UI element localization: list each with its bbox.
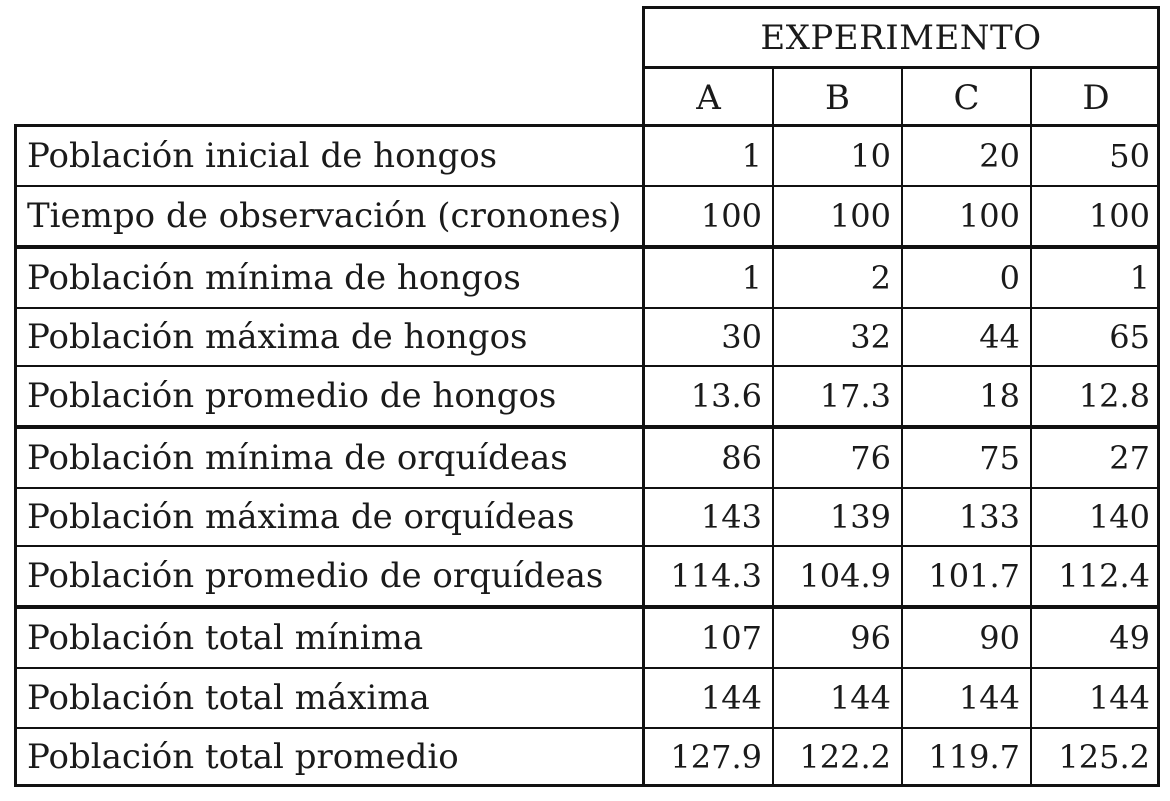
table-cell: 75 (903, 429, 1032, 487)
table-row (17, 367, 1157, 429)
row-label: Población promedio de hongos (17, 367, 645, 425)
table-cell: 10 (774, 127, 903, 185)
table-cell: 96 (774, 609, 903, 667)
row-label: Población total promedio (17, 729, 645, 784)
table-cell: 144 (645, 669, 774, 727)
table-cell: 18 (903, 367, 1032, 425)
table-cell: 32 (774, 309, 903, 365)
table-cell: 2 (774, 249, 903, 307)
table-cell: 1 (645, 249, 774, 307)
table-cell: 0 (903, 249, 1032, 307)
column-header-c: C (903, 69, 1032, 127)
table-cell: 144 (1088, 679, 1150, 717)
table-cell: 12.8 (1078, 377, 1150, 415)
table-cell: 17.3 (774, 367, 903, 425)
results-table (14, 124, 1160, 787)
table-cell: 144 (774, 669, 903, 727)
row-label: Población promedio de orquídeas (17, 547, 645, 605)
table-cell: 112.4 (1058, 557, 1150, 595)
table-cell: 100 (645, 187, 774, 245)
table-cell: 133 (903, 489, 1032, 545)
column-header-row (645, 69, 1157, 127)
row-label: Población mínima de hongos (17, 249, 645, 307)
row-label: Población máxima de orquídeas (17, 489, 645, 545)
table-cell: 76 (774, 429, 903, 487)
table-row (17, 489, 1157, 547)
table-cell: 125.2 (1058, 737, 1150, 776)
experiment-header (642, 6, 1160, 124)
column-header-d: D (1082, 78, 1110, 118)
experiment-group-title: EXPERIMENTO (645, 9, 1157, 69)
table-cell: 119.7 (903, 729, 1032, 784)
table-cell: 50 (1109, 137, 1150, 175)
row-label: Población mínima de orquídeas (17, 429, 645, 487)
table-cell: 100 (774, 187, 903, 245)
table-cell: 143 (645, 489, 774, 545)
table-cell: 122.2 (774, 729, 903, 784)
table-cell: 100 (1088, 197, 1150, 235)
row-label: Población total máxima (17, 669, 645, 727)
row-label: Población máxima de hongos (17, 309, 645, 365)
table-row (17, 669, 1157, 729)
table-cell: 49 (1109, 619, 1150, 657)
table-cell: 140 (1088, 498, 1150, 536)
table-row (17, 309, 1157, 367)
column-header-b: B (774, 69, 903, 127)
table-cell: 101.7 (903, 547, 1032, 605)
table-row (17, 729, 1157, 784)
table-row (17, 547, 1157, 609)
table-cell: 139 (774, 489, 903, 545)
table-cell: 30 (645, 309, 774, 365)
table-cell: 13.6 (645, 367, 774, 425)
table-cell: 20 (903, 127, 1032, 185)
table-cell: 100 (903, 187, 1032, 245)
column-header-a: A (645, 69, 774, 127)
table-cell: 144 (903, 669, 1032, 727)
table-cell: 1 (1129, 259, 1150, 297)
table-cell: 90 (903, 609, 1032, 667)
row-label: Tiempo de observación (cronones) (17, 187, 645, 245)
table-cell: 65 (1109, 318, 1150, 356)
table-row (17, 127, 1157, 187)
row-label: Población total mínima (17, 609, 645, 667)
table-cell: 1 (645, 127, 774, 185)
table-row (17, 249, 1157, 309)
table-cell: 44 (903, 309, 1032, 365)
table-cell: 86 (645, 429, 774, 487)
table-row (17, 429, 1157, 489)
table-cell: 114.3 (645, 547, 774, 605)
table-cell: 27 (1109, 439, 1150, 477)
table-row (17, 609, 1157, 669)
table-cell: 107 (645, 609, 774, 667)
row-label: Población inicial de hongos (17, 127, 645, 185)
table-row (17, 187, 1157, 249)
table-cell: 127.9 (645, 729, 774, 784)
table-cell: 104.9 (774, 547, 903, 605)
